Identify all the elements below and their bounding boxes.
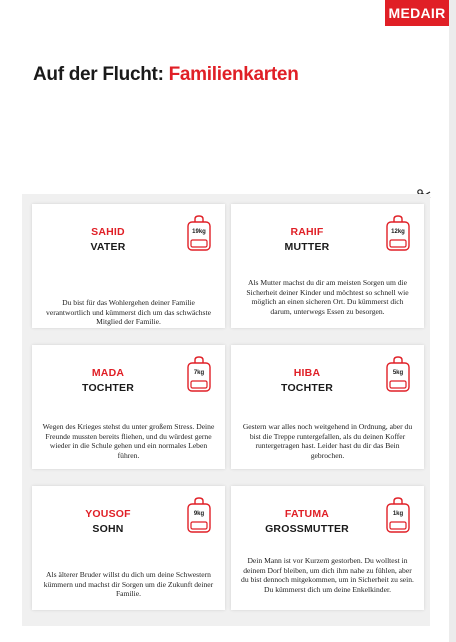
card-role: SOHN <box>92 523 124 535</box>
family-card <box>231 204 424 328</box>
card-description: Dein Mann ist vor Kurzem gestorben. Du wolltest in deinem Dorf bleiben, um dich ihm nahe zu fühlen, aber du bist dennoch mitgekommen, um in Sicherheit zu sein. Du kümmerst dich um deine Enkelkinder. <box>241 556 414 594</box>
page-edge <box>449 0 456 642</box>
card-weight: 19kg <box>192 229 206 235</box>
title-accent: Familienkarten <box>168 64 299 85</box>
backpack-icon <box>187 497 211 533</box>
card-description: Gestern war alles noch weitgehend in Ordnung, aber du bist die Treppe runtergefallen, als du deinen Koffer runtergetragen hast. Leider hast du dir das Bein gebrochen. <box>242 422 413 460</box>
card-description: Du bist für das Wohlergehen deiner Familie verantwortlich und kümmerst dich um das schwächste Mitglied der Familie. <box>46 298 211 327</box>
card-weight: 7kg <box>193 370 205 376</box>
family-card <box>32 345 225 469</box>
card-role: VATER <box>90 241 126 253</box>
card-name: YOUSOF <box>85 508 131 520</box>
card-weight: 9kg <box>193 511 205 517</box>
backpack-icon <box>187 215 211 251</box>
card-name: SAHID <box>91 226 125 238</box>
card-description: Wegen des Krieges stehst du unter großem Stress. Deine Freunde mussten bereits fliehen, und du würdest gerne wieder in die Schule gehen und ein normales Leben führen. <box>42 422 215 460</box>
family-card <box>32 204 225 328</box>
backpack-icon <box>386 356 410 392</box>
card-description: Als Mutter machst du dir am meisten Sorgen um die Sicherheit deiner Kinder und möchtest so schnell wie möglich an einen sicheren Ort. Du kümmerst dich darum, unterwegs Essen zu besorgen. <box>246 278 409 316</box>
family-card <box>32 486 225 610</box>
family-card <box>231 486 424 610</box>
card-name: MADA <box>91 367 125 379</box>
card-role: TOCHTER <box>281 382 333 394</box>
card-role: GROSSMUTTER <box>265 523 349 535</box>
backpack-icon <box>386 497 410 533</box>
card-name: RAHIF <box>290 226 324 238</box>
card-description: Als älterer Bruder willst du dich um deine Schwestern kümmern und machst dir Sorgen um die Zukunft deiner Familie. <box>43 570 214 599</box>
card-weight: 12kg <box>391 229 405 235</box>
page-title <box>33 64 299 86</box>
title-main: Auf der Flucht: <box>33 64 164 85</box>
card-role: MUTTER <box>284 241 330 253</box>
family-card <box>231 345 424 469</box>
backpack-icon <box>187 356 211 392</box>
card-weight: 5kg <box>392 370 404 376</box>
medair-logo: MEDAIR <box>385 0 449 26</box>
card-name: FATUMA <box>284 508 330 520</box>
family-cards-sheet <box>22 194 430 626</box>
card-name: HIBA <box>293 367 321 379</box>
card-role: TOCHTER <box>82 382 134 394</box>
backpack-icon <box>386 215 410 251</box>
card-weight: 1kg <box>392 511 404 517</box>
